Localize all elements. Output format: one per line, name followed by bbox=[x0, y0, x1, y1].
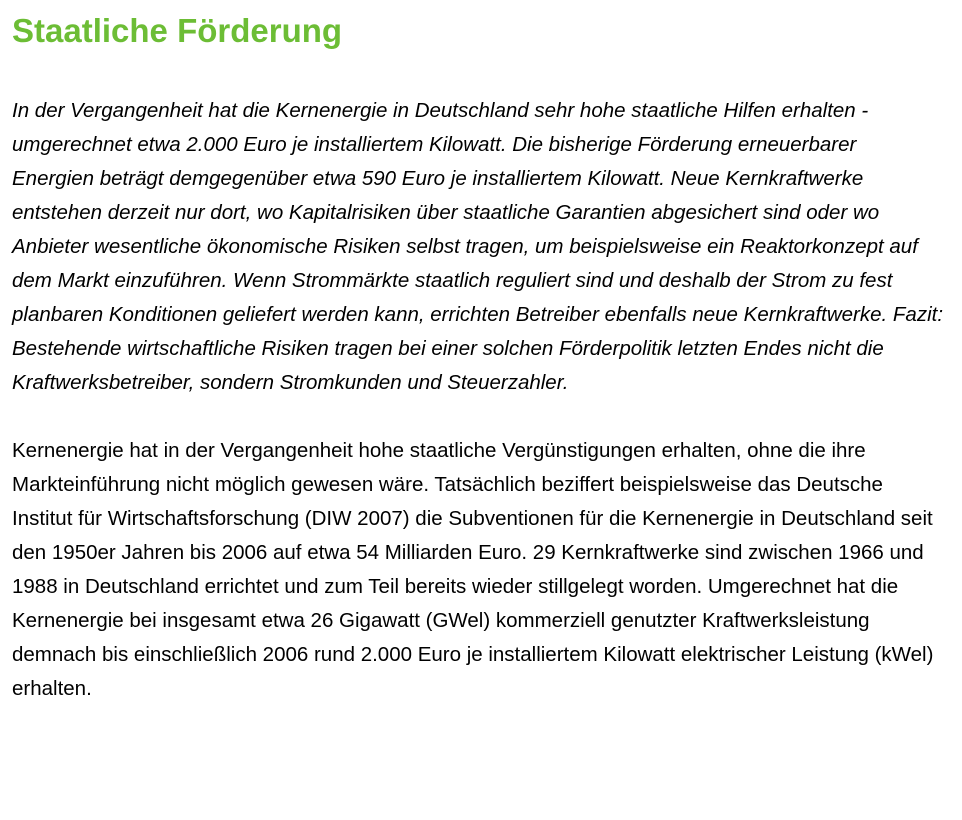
intro-paragraph: In der Vergangenheit hat die Kernenergie in Deutschland sehr hohe staatliche Hilfen erhalten - umgerechnet etwa 2.000 Euro je installiertem Kilowatt. Die bisherige Förderung erneuerbarer Energien beträgt demgegenüber etwa 590 Euro je installiertem Kilowatt. Neue Kernkraftwerke entstehen derzeit nur dort, wo Kapitalrisiken über staatliche Garantien abgesichert sind oder wo Anbieter wesentliche ökonomische Risiken selbst tragen, um beispielsweise ein Reaktorkonzept auf dem Markt einzuführen. Wenn Strommärkte staatlich reguliert sind und deshalb der Strom zu fest planbaren Konditionen geliefert werden kann, errichten Betreiber ebenfalls neue Kernkraftwerke. Fazit: Bestehende wirtschaftliche Risiken tragen bei einer solchen Förderpolitik letzten Endes nicht die Kraftwerksbetreiber, sondern Stromkunden und Steuerzahler. bbox=[12, 99, 944, 394]
page-title: Staatliche Förderung bbox=[12, 12, 343, 49]
body-paragraph: Kernenergie hat in der Vergangenheit hohe staatliche Vergünstigungen erhalten, ohne die ihre Markteinführung nicht möglich gewesen wäre. Tatsächlich beziffert beispielsweise das Deutsche Institut für Wirtschaftsforschung (DIW 2007) die Subventionen für die Kernenergie in Deutschland seit den 1950er Jahren bis 2006 auf etwa 54 Milliarden Euro. 29 Kernkraftwerke sind zwischen 1966 und 1988 in Deutschland errichtet und zum Teil bereits wieder stillgelegt worden. Umgerechnet hat die Kernenergie bei insgesamt etwa 26 Gigawatt (GWel) kommerziell genutzter Kraftwerksleistung demnach bis einschließlich 2006 rund 2.000 Euro je installiertem Kilowatt elektrischer Leistung (kWel) erhalten. bbox=[12, 439, 934, 700]
